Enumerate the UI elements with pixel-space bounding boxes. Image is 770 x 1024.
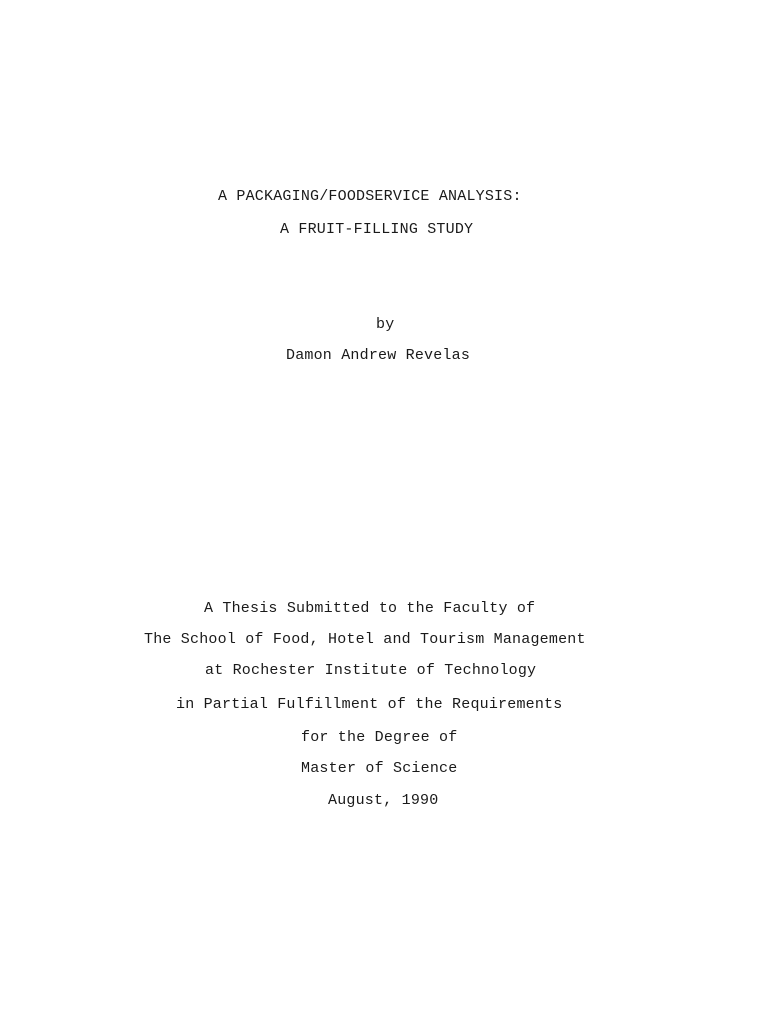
submission-line-1: A Thesis Submitted to the Faculty of xyxy=(204,600,536,617)
author-name: Damon Andrew Revelas xyxy=(286,347,471,364)
submission-line-4: in Partial Fulfillment of the Requirements xyxy=(176,696,563,713)
thesis-title-line-2: A FRUIT-FILLING STUDY xyxy=(280,221,474,238)
submission-date: August, 1990 xyxy=(328,792,439,809)
submission-line-2: The School of Food, Hotel and Tourism Management xyxy=(144,631,586,648)
submission-line-3: at Rochester Institute of Technology xyxy=(205,662,537,679)
degree-name: Master of Science xyxy=(301,760,458,777)
thesis-title-line-1: A PACKAGING/FOODSERVICE ANALYSIS: xyxy=(218,188,522,205)
degree-line: for the Degree of xyxy=(301,729,458,746)
by-label: by xyxy=(376,316,395,333)
